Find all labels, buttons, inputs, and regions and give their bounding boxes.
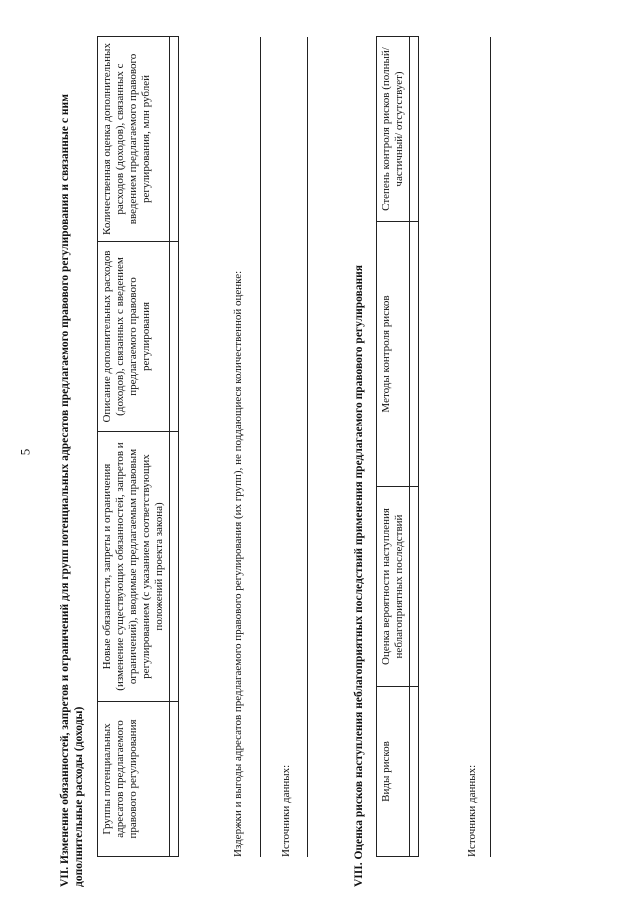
section-7-title: VII. Изменение обязанностей, запретов и ограничений для групп потенциальных адресатов предлагаемого правового регулирования и связанные с ним дополнительные расходы (доходы) (59, 94, 85, 887)
table-cell (170, 702, 179, 857)
table-cell (410, 487, 419, 687)
column-header-control-methods: Методы контроля рисков (377, 222, 410, 487)
table-header-row (377, 37, 410, 857)
column-header-groups: Группы потенциальных адресатов предлагаемого правового регулирования (98, 702, 170, 857)
section-8-title: VIII. Оценка рисков наступления неблагоприятных последствий применения предлагаемого правового регулирования (353, 265, 365, 887)
table-row (170, 37, 179, 857)
answer-line (490, 37, 491, 857)
answer-line (260, 37, 261, 857)
costs-benefits-note: Издержки и выгоды адресатов предлагаемого правового регулирования (их групп), не поддающиеся количественной оценке: (232, 270, 244, 857)
table-cell (170, 37, 179, 242)
answer-line (307, 37, 308, 857)
table-row (410, 37, 419, 857)
column-header-risk-types: Виды рисков (377, 687, 410, 857)
column-header-probability: Оценка вероятности наступления неблагоприятных последствий (377, 487, 410, 687)
section-8-table (376, 36, 419, 857)
section-8-sources-label: Источники данных: (466, 764, 478, 857)
section-7-sources-label: Источники данных: (280, 764, 292, 857)
table-cell (170, 432, 179, 702)
section-7-table (97, 36, 179, 857)
table-cell (410, 37, 419, 222)
page-number: 5 (17, 448, 33, 456)
column-header-expense-description: Описание дополнительных расходов (доходов), связанных с введением предлагаемого правового регулирования (98, 242, 170, 432)
column-header-obligations: Новые обязанности, запреты и ограничения (изменение существующих обязанностей, запретов и ограничений), вводимые предлагаемым правовым регулированием (с указанием соответствующих положений проекта закона) (98, 432, 170, 702)
table-cell (410, 222, 419, 487)
table-cell (170, 242, 179, 432)
table-header-row (98, 37, 170, 857)
table-cell (410, 687, 419, 857)
column-header-expense-estimate: Количественная оценка дополнительных расходов (доходов), связанных с введением предлагаемого правового регулирования, млн рублей (98, 37, 170, 242)
column-header-control-degree: Степень контроля рисков (полный/ частичный/ отсутствует) (377, 37, 410, 222)
